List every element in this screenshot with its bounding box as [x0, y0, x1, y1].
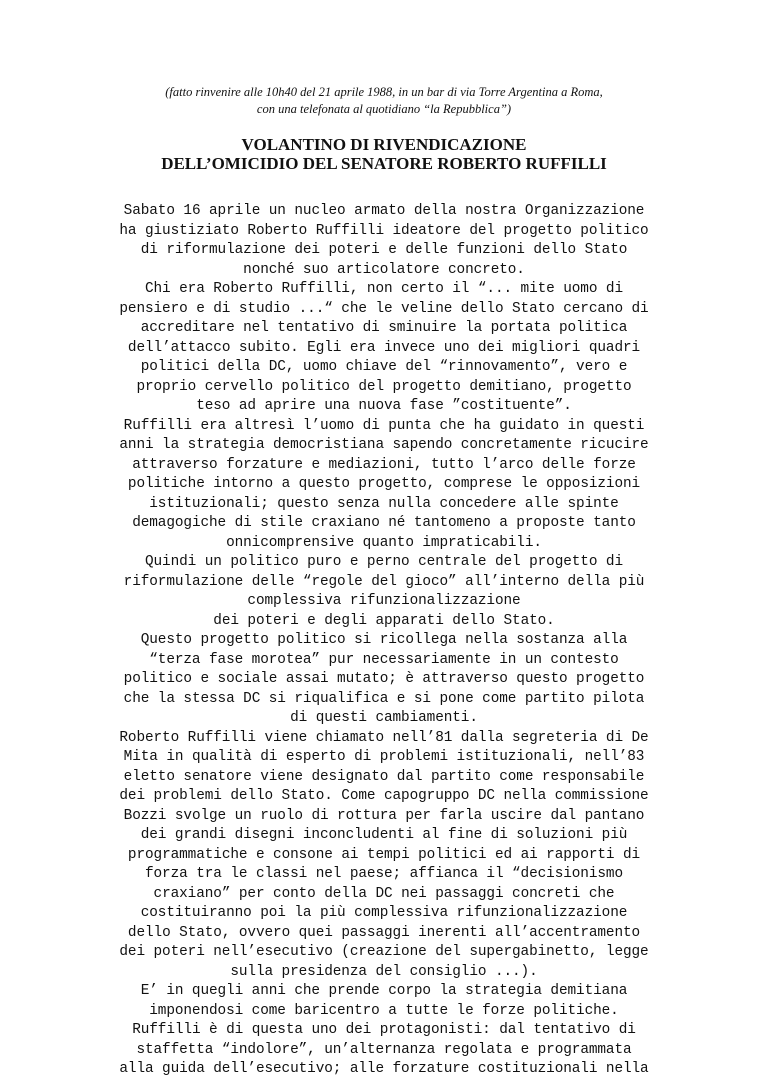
- body-line: E’ in quegli anni che prende corpo la strategia demitiana: [140, 983, 628, 999]
- body-line: Chi era Roberto Ruffilli, non certo il “... mite uomo di: [144, 281, 623, 297]
- body-line: Ruffilli era altresì l’uomo di punta che ha guidato in questi: [123, 417, 645, 434]
- body-line: dei problemi dello Stato. Come capogruppo DC nella commissione: [119, 788, 649, 804]
- body-line: ha giustiziato Roberto Ruffilli ideatore del progetto politico: [119, 222, 649, 239]
- body-line: Sabato 16 aprile un nucleo armato della nostra Organizzazione: [123, 203, 645, 219]
- body-line: nonché suo articolatore concreto.: [243, 261, 525, 278]
- body-line: complessiva rifunzionalizzazione: [247, 593, 521, 609]
- title-line: DELL’OMICIDIO DEL SENATORE ROBERTO RUFFILLI: [161, 154, 607, 173]
- body-line: dei poteri nell’esecutivo (creazione del supergabinetto, legge: [119, 944, 649, 960]
- body-line: craxiano” per conto della DC nei passaggi concreti che: [153, 885, 615, 902]
- body-line: alla guida dell’esecutivo; alle forzature costituzionali nella: [119, 1061, 649, 1077]
- body-line: che la stessa DC si riqualifica e si pone come partito pilota: [123, 690, 645, 707]
- body-line: costituiranno poi la più complessiva rifunzionalizzazione: [140, 905, 628, 921]
- body-line: “terza fase morotea” pur necessariamente in un contesto: [149, 651, 619, 668]
- body-line: di questi cambiamenti.: [290, 710, 478, 726]
- body-line: politiche intorno a questo progetto, comprese le opposizioni: [127, 476, 641, 492]
- body-line: anni la strategia democristiana sapendo concretamente ricucire: [119, 437, 649, 453]
- body-line: istituzionali; questo senza nulla concedere alle spinte: [149, 495, 619, 512]
- body-line: dello Stato, ovvero quei passaggi inerenti all’accentramento: [127, 924, 641, 941]
- document-body: [40, 202, 728, 1080]
- provenance-note: [0, 84, 768, 118]
- body-line: politici della DC, uomo chiave del “rinnovamento”, vero e: [140, 359, 628, 375]
- title-line: VOLANTINO DI RIVENDICAZIONE: [241, 135, 527, 154]
- body-line: attraverso forzature e mediazioni, tutto l’arco delle forze: [132, 456, 636, 473]
- body-line: onnicomprensive quanto impraticabili.: [226, 534, 542, 551]
- body-line: di riformulazione dei poteri e delle funzioni dello Stato: [140, 242, 628, 258]
- body-line: pensiero e di studio ...“ che le veline dello Stato cercano di: [119, 300, 649, 317]
- body-line: staffetta “indolore”, un’alternanza regolata e programmata: [136, 1041, 632, 1058]
- body-line: programmatiche e consone ai tempi politici ed ai rapporti di: [127, 846, 641, 863]
- body-line: forza tra le classi nel paese; affianca il “decisionismo: [144, 866, 623, 882]
- body-line: sulla presidenza del consiglio ...).: [230, 963, 538, 980]
- note-line: con una telefonata al quotidiano “la Repubblica”): [256, 102, 512, 116]
- document-title: [0, 135, 768, 173]
- body-line: proprio cervello politico del progetto demitiano, progetto: [136, 378, 632, 395]
- body-line: imponendosi come baricentro a tutte le forze politiche.: [149, 1002, 619, 1019]
- body-line: Ruffilli è di questa uno dei protagonisti: dal tentativo di: [132, 1022, 636, 1038]
- body-line: Bozzi svolge un ruolo di rottura per farla uscire dal pantano: [123, 807, 645, 824]
- body-line: teso ad aprire una nuova fase ”costituente”.: [196, 398, 572, 414]
- body-line: riformulazione delle “regole del gioco” all’interno della più: [123, 573, 645, 590]
- body-line: Quindi un politico puro e perno centrale del progetto di: [144, 554, 623, 570]
- body-line: dell’attacco subito. Egli era invece uno dei migliori quadri: [127, 339, 641, 356]
- body-line: dei poteri e degli apparati dello Stato.: [213, 612, 555, 629]
- body-line: eletto senatore viene designato dal partito come responsabile: [123, 768, 645, 785]
- body-line: Questo progetto politico si ricollega nella sostanza alla: [140, 632, 628, 648]
- body-line: demagogiche di stile craxiano né tantomeno a proposte tanto: [132, 515, 636, 531]
- body-line: politico e sociale assai mutato; è attraverso questo progetto: [123, 671, 645, 687]
- body-line: Roberto Ruffilli viene chiamato nell’81 dalla segreteria di De: [119, 729, 649, 746]
- body-line: accreditare nel tentativo di sminuire la portata politica: [140, 320, 628, 336]
- body-line: Mita in qualità di esperto di problemi istituzionali, nell’83: [123, 749, 645, 765]
- note-line: (fatto rinvenire alle 10h40 del 21 aprile 1988, in un bar di via Torre Argentina a Roma,: [165, 85, 603, 99]
- body-line: dei grandi disegni inconcludenti al fine di soluzioni più: [140, 827, 628, 843]
